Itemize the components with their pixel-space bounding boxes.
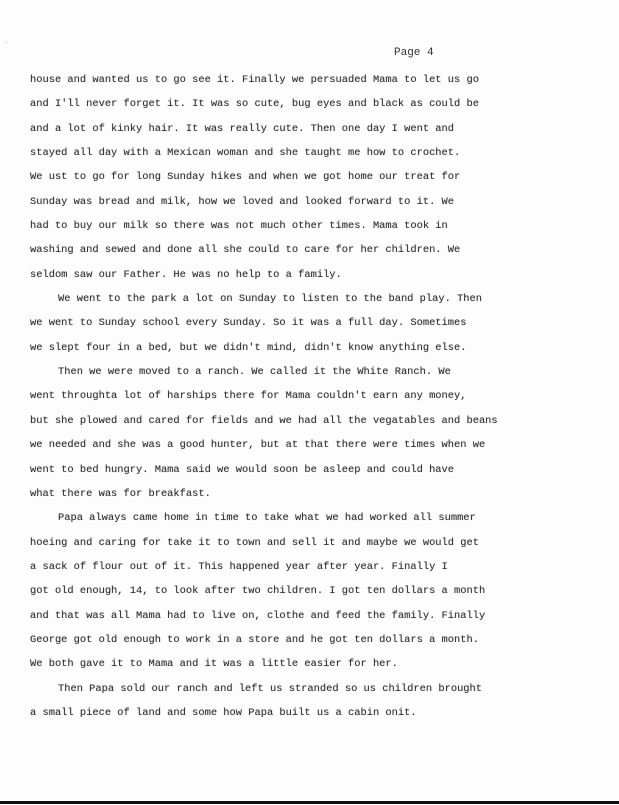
scan-speck: ⋅ xyxy=(4,39,9,48)
text-line: house and wanted us to go see it. Finally we persuaded Mama to let us go xyxy=(30,74,479,86)
scan-bottom-edge xyxy=(0,801,619,804)
text-line: Then we were moved to a ranch. We called it the White Ranch. We xyxy=(58,366,451,379)
text-line: and I'll never forget it. It was so cute, bug eyes and black as could be xyxy=(30,98,479,111)
text-line: and that was all Mama had to live on, clothe and feed the family. Finally xyxy=(30,609,486,622)
text-line: stayed all day with a Mexican woman and she taught me how to crochet. xyxy=(30,147,461,160)
text-line: a small piece of land and some how Papa built us a cabin onit. xyxy=(30,706,417,719)
text-line: what there was for breakfast. xyxy=(30,487,211,500)
text-line: George got old enough to work in a store and he got ten dollars a month. xyxy=(30,633,479,646)
page-number: Page 4 xyxy=(394,47,434,59)
text-line: got old enough, 14, to look after two children. I got ten dollars a month xyxy=(30,585,486,598)
text-line: washing and sewed and done all she could to care for her children. We xyxy=(30,244,461,257)
text-line: We went to the park a lot on Sunday to listen to the band play. Then xyxy=(58,293,483,306)
text-line: we needed and she was a good hunter, but at that there were times when we xyxy=(30,439,486,452)
text-line: Papa always came home in time to take what we had worked all summer xyxy=(58,512,476,525)
text-line: seldom saw our Father. He was no help to a family. xyxy=(30,268,342,281)
text-line: Sunday was bread and milk, how we loved and looked forward to it. We xyxy=(30,195,455,208)
text-line: we slept four in a bed, but we didn't mind, didn't know anything else. xyxy=(30,341,467,354)
text-line: hoeing and caring for take it to town and sell it and maybe we would get xyxy=(30,536,479,549)
letter-body xyxy=(30,68,498,725)
text-line: we went to Sunday school every Sunday. So it was a full day. Sometimes xyxy=(30,317,467,330)
text-line: went throughta lot of harships there for Mama couldn't earn any money, xyxy=(30,390,467,403)
text-line: Then Papa sold our ranch and left us stranded so us children brought xyxy=(58,682,483,695)
text-line: We both gave it to Mama and it was a little easier for her. xyxy=(30,658,398,671)
text-line: but she plowed and cared for fields and we had all the vegatables and beans xyxy=(30,414,498,427)
text-line: went to bed hungry. Mama said we would soon be asleep and could have xyxy=(30,463,455,476)
text-line: had to buy our milk so there was not much other times. Mama took in xyxy=(30,220,448,233)
text-line: a sack of flour out of it. This happened year after year. Finally I xyxy=(30,560,448,573)
text-line: We ust to go for long Sunday hikes and when we got home our treat for xyxy=(30,171,461,184)
text-line: and a lot of kinky hair. It was really cute. Then one day I went and xyxy=(30,122,455,135)
